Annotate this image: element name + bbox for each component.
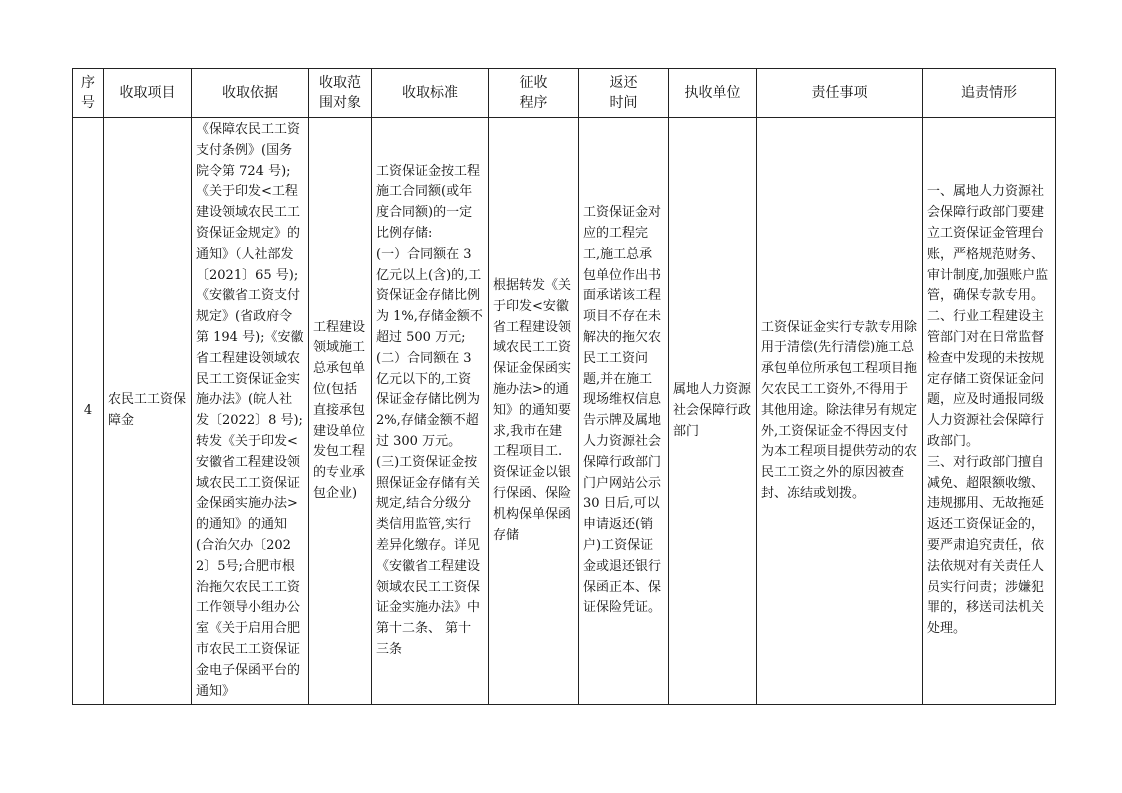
cell-refund-time: 工资保证金对应的工程完工,施工总承包单位作出书面承诺该工程项目不存在未解决的拖欠农民工工资问题,并在施工现场维权信息告示牌及属地人力资源社会保障行政部门门户网站公示 30 日后,可以申请返还(销户)工资保证金或退还银行保函正本、保证保险凭证。	[579, 118, 669, 705]
header-basis: 收取依据	[192, 69, 309, 118]
header-standard: 收取标准	[372, 69, 489, 118]
table-header-row	[73, 69, 1056, 118]
header-scope: 收取范 围对象	[309, 69, 372, 118]
cell-basis: 《保障农民工工资支付条例》(国务院令第 724 号);《关于印发<工程建设领域农民工工资保证金规定》的通知》（人社部发〔2021〕65 号);《安徽省工资支付规定》(省政府令第 194 号);《安徽省工程建设领域农民工工资保证金实施办法》(皖人社发〔2022〕8 号);转发《关于印发<安徽省工程建设领域农民工工资保证金保函实施办法>的通知》的通知(合治欠办〔2022〕5号;合肥市根治拖欠农民工工资工作领导小组办公室《关于启用合肥市农民工工资保证金电子保函平台的通知》	[192, 118, 309, 705]
cell-item: 农民工工资保障金	[104, 118, 192, 705]
header-collecting-unit: 执收单位	[669, 69, 757, 118]
fee-table	[72, 68, 1056, 705]
header-item: 收取项目	[104, 69, 192, 118]
cell-accountability: 一、属地人力资源社会保障行政部门要建立工资保证金管理台账，严格规范财务、审计制度,加强账户监管，确保专款专用。 二、行业工程建设主管部门对在日常监督检查中发现的未按规定存储工资保证金问题，应及时通报同级人力资源社会保障行政部门。 三、对行政部门擅自减免、超限额收缴、违规挪用、无故拖延返还工资保证金的，要严肃追究责任，依法依规对有关责任人员实行问责；涉嫌犯罪的，移送司法机关处理。	[923, 118, 1056, 705]
header-duty: 责任事项	[757, 69, 923, 118]
cell-standard: 工资保证金按工程施工合同额(或年度合同额)的一定比例存储: (一）合同额在 3 亿元以上(含)的,工资保证金存储比例为 1%,存储金额不超过 500 万元; (二）合同额在 3 亿元以下的,工资保证金存储比例为 2%,存储金额不超过 300 万元。 (三)工资保证金按照保证金存储有关规定,结合分级分类信用监管,实行差异化缴存。详见《安徽省工程建设领域农民工工资保证金实施办法》中第十二条、 第十三条	[372, 118, 489, 705]
cell-collecting-unit: 属地人力资源社会保障行政部门	[669, 118, 757, 705]
cell-scope: 工程建设领域施工总承包单位(包括直接承包建设单位发包工程的专业承包企业)	[309, 118, 372, 705]
cell-seq: 4	[73, 118, 104, 705]
cell-procedure: 根据转发《关于印发<安徽省工程建设领域农民工工资保证金保函实施办法>的通知》的通知要求,我市在建工程项目工.资保证金以银行保函、保险机构保单保函存储	[489, 118, 579, 705]
header-accountability: 追责情形	[923, 69, 1056, 118]
header-seq: 序 号	[73, 69, 104, 118]
header-refund-time: 返还 时间	[579, 69, 669, 118]
cell-duty: 工资保证金实行专款专用除用于清偿(先行清偿)施工总承包单位所承包工程项目拖欠农民工工资外,不得用于其他用途。除法律另有规定外,工资保证金不得因支付为本工程项目提供劳动的农民工工资之外的原因被查封、冻结或划拨。	[757, 118, 923, 705]
header-procedure: 征收 程序	[489, 69, 579, 118]
table-row	[73, 118, 1056, 705]
